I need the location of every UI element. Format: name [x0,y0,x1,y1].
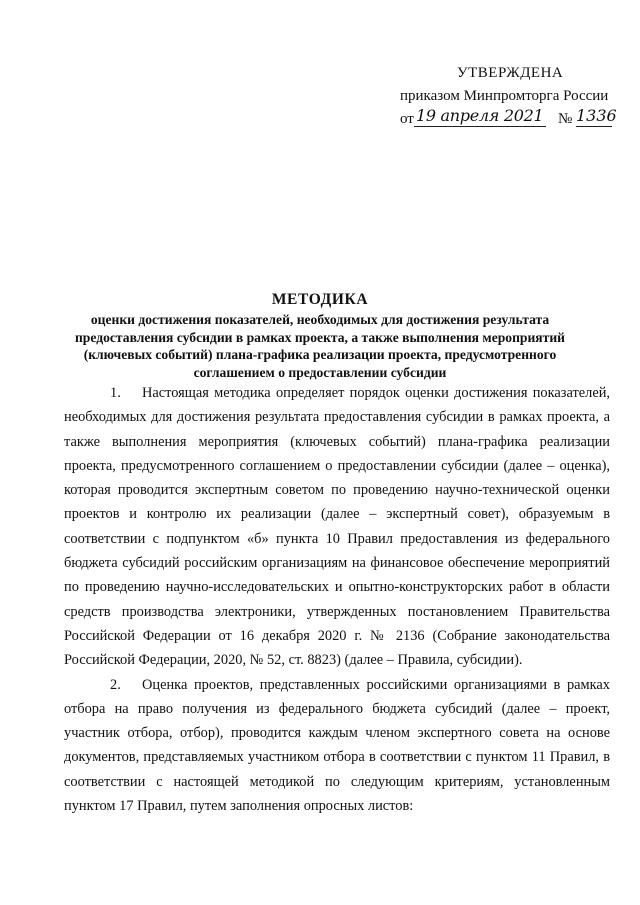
number-label: № [558,111,573,127]
approved-label: УТВЕРЖДЕНА [457,65,564,81]
subtitle-line: оценки достижения показателей, необходимых для достижения результата [90,312,550,327]
paragraph-number: 2. [110,676,121,693]
document-title: МЕТОДИКА [271,291,369,308]
handwritten-date: 19 апреля 2021 [416,106,544,125]
subtitle-line: соглашением о предоставлении субсидии [193,364,447,380]
subtitle-line: предоставления субсидии в рамках проекта, а также выполнения мероприятий [74,329,566,345]
document-subtitle [40,311,600,381]
document-heading [40,289,600,381]
document-body [64,381,610,818]
from-label: от [400,111,414,127]
subtitle-line: (ключевых событий) плана-графика реализации проекта, предусмотренного [83,347,557,362]
paragraph-1 [64,381,610,673]
handwritten-number: 1336 [576,106,617,125]
approval-stamp-block [400,62,630,132]
order-date-line [400,108,630,132]
paragraph-text: Настоящая методика определяет порядок оценки достижения показателей, необходимых для достижения результата предоставления субсидии в рамках проекта, а также выполнения мероприятия (ключевых событий) плана-графика реализации проекта, предусмотренного соглашением о предоставлении субсидии (далее – оценка), которая проводится экспертным советом по проведению научно-технической оценки проектов и контролю их реализации (далее – экспертный совет), образуемым в соответствии с подпунктом «б» пункта 10 Правил предоставления из федерального бюджета субсидий российским организациям на финансовое обеспечение мероприятий по проведению научно-исследовательских и опытно-конструкторских работ в области средств производства электроники, утвержденных постановлением Правительства Российской Федерации от 16 декабря 2020 г. № 2136 (Собрание законодательства Российской Федерации, 2020, № 52, ст. 8823) (далее – Правила, субсидии). [64,385,610,669]
paragraph-2 [64,673,610,819]
paragraph-number: 1. [110,385,121,401]
order-reference: приказом Минпромторга России [400,88,609,104]
paragraph-text: Оценка проектов, представленных российскими организациями в рамках отбора на право получения из федерального бюджета субсидий (далее – проект, участник отбора, отбор), проводится каждым членом экспертного совета на основе документов, представляемых участником отбора в соответствии с пунктом 11 Правил, в соответствии с настоящей методикой по следующим критериям, установленным пунктом 17 Правил, путем заполнения опросных листов: [64,676,610,815]
